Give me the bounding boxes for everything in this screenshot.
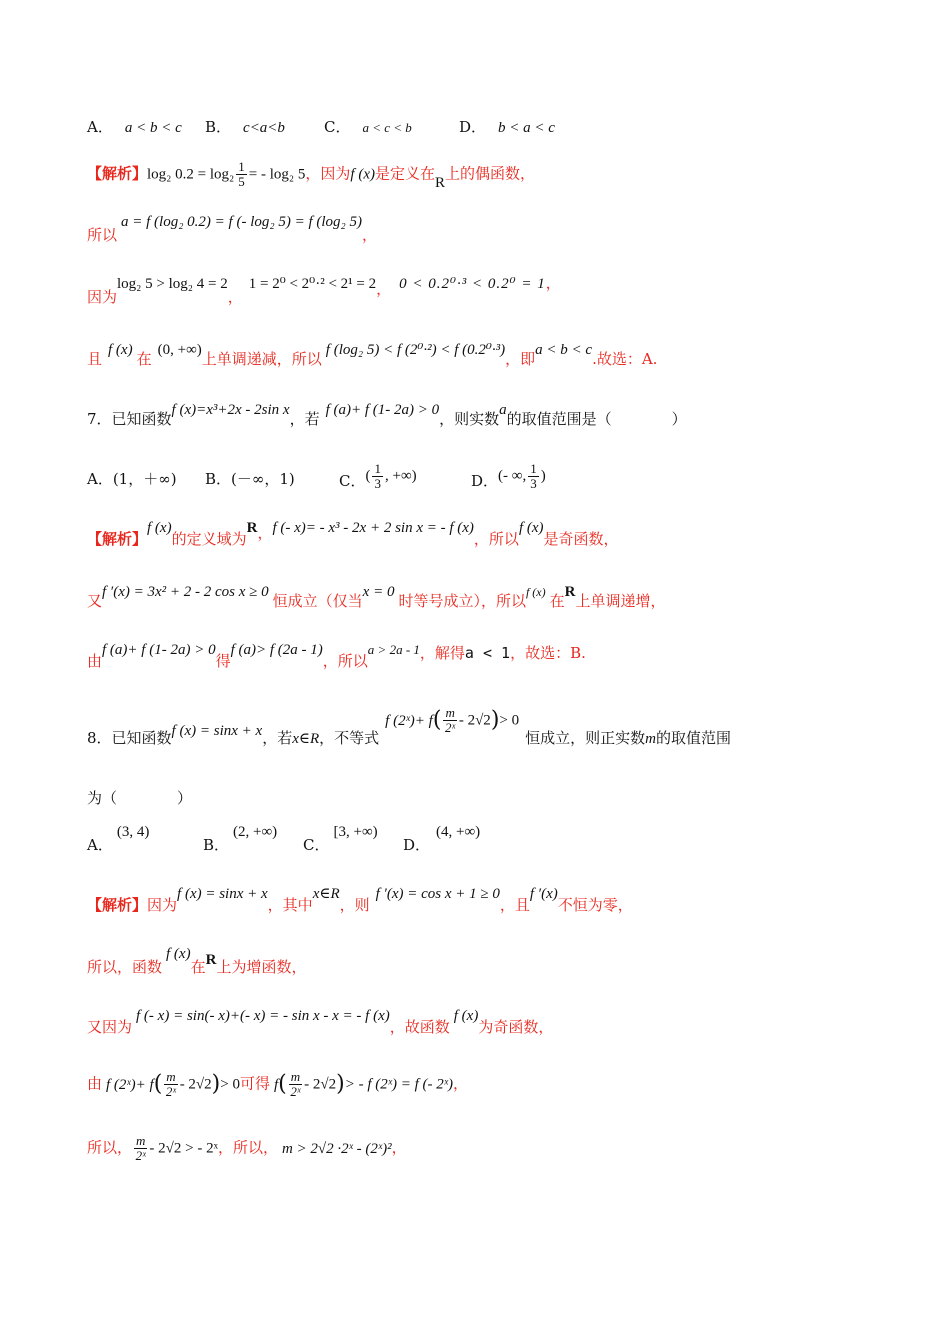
solution-tag: 【解析】 [87, 164, 148, 183]
q8-solution-line5: 所以， $\frac{m}{\text{2ˣ}}$ - 2√2 > - 2ˣ，所以， m > 2√2 ·2ˣ - (2ˣ)²， [87, 1133, 407, 1163]
q6-solution-line3: 因为log₂ 5 > log₂ 4 = 2，1 = 2⁰ < 2⁰·² < 2¹ = 2， 0 < 0.2⁰·³ < 0.2⁰ = 1， [87, 274, 561, 306]
q7-solution-line2: 又f ′(x) = 3x² + 2 - 2 cos x ≥ 0 恒成立（仅当x = 0 时等号成立），所以f (x) 在R上单调递增， [87, 584, 666, 610]
q6-solution-line2: 所以a = f (log₂ 0.2) = f (- log₂ 5) = f (log₂ 5)， [87, 214, 378, 244]
q6-option-d: D． b < a < c [459, 118, 555, 136]
q8-option-b: B．(2, +∞) [203, 824, 278, 854]
q7-option-b: B．(－∞，1) [205, 470, 295, 488]
q8-option-c: C．[3, +∞) [303, 824, 378, 854]
q7-option-a: A．(1，＋∞) [87, 470, 177, 488]
q6-solution-line1: 【解析】log₂ 0.2 = log₂ $\frac{1}{5}$ = - log₂ 5，因为f (x)是定义在R上的偶函数， [87, 159, 536, 191]
q8-option-d: D．(4, +∞) [403, 824, 481, 854]
q8-solution-line1: 【解析】因为f (x) = sinx + x，其中x∈R，则f ′(x) = cos x + 1 ≥ 0，且f ′(x)不恒为零， [87, 886, 633, 914]
q8-option-a: A．(3, 4) [87, 824, 150, 854]
q8-stem-line2: 为（ ） [87, 789, 193, 807]
q7-solution-line1: 【解析】f (x)的定义域为R，f (- x)= - x³ - 2x + 2 sin x = - f (x)，所以f (x)是奇函数， [87, 520, 619, 548]
q6-option-b: B． c<a<b [205, 118, 285, 136]
q7-option-d: D．(- ∞, $\frac{1}{3}$ ) [471, 461, 546, 491]
q6-option-a: A． a < b < c [87, 118, 182, 136]
q6-solution-line4: 且 f (x) 在 (0, +∞)上单调递减，所以 f (log₂ 5) < f (2⁰·²) < f (0.2⁰·³)，即a < b < c.故选：A. [87, 342, 658, 368]
q8-solution-line2: 所以，函数f (x)在R上为增函数， [87, 946, 307, 976]
fraction: $\frac{1}{5}$ [238, 159, 245, 189]
q7-option-c: C．( $\frac{1}{3}$ , +∞) [339, 461, 417, 491]
q7-solution-line3: 由f (a)+ f (1- 2a) > 0得f (a)> f (2a - 1)，所以a > 2a - 1，解得a < 1，故选：B. [87, 642, 586, 670]
q6-option-c: C． a < c < b [324, 118, 412, 136]
q8-solution-line4: 由 f (2ˣ)+ f( $\frac{m}{\text{2ˣ}}$ - 2√2)> 0可得 f( $\frac{m}{\text{2ˣ}}$ - 2√2)> - f (2ˣ) = f (- 2ˣ)， [87, 1069, 469, 1099]
q8-solution-line3: 又因为f (- x) = sin(- x)+(- x) = - sin x - x = - f (x)，故函数f (x)为奇函数， [87, 1008, 554, 1036]
q7-stem: 7．已知函数f (x)=x³+2x - 2sin x，若 f (a)+ f (1- 2a) > 0，则实数a的取值范围是（ ） [87, 402, 687, 428]
q8-stem: 8．已知函数f (x) = sinx + x，若x∈R，不等式f (2ˣ)+ f( $\frac{m}{\text{2ˣ}}$ - 2√2)> 0恒成立，则正实数m的取值范围 [87, 705, 731, 747]
